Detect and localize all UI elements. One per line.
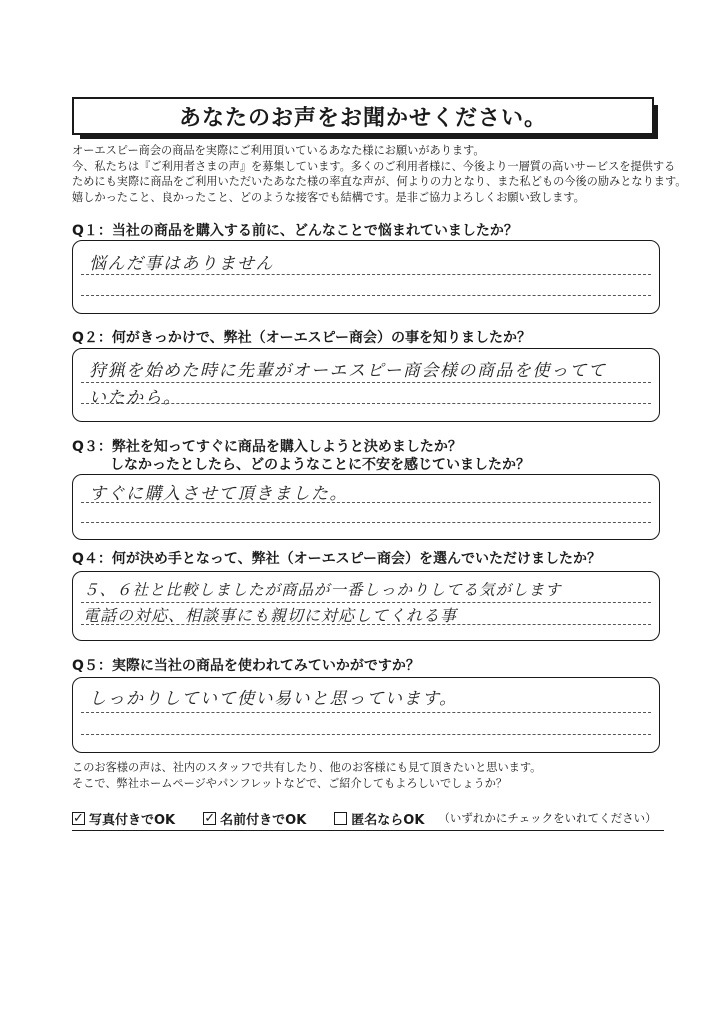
answer-rule	[81, 712, 651, 713]
answer-box-4[interactable]	[72, 571, 660, 641]
answer-box-1[interactable]	[72, 240, 660, 314]
checkbox-anonymous[interactable]	[334, 812, 347, 825]
consent-name[interactable]	[203, 809, 306, 828]
answer-2-line-2: いたから。	[89, 388, 182, 408]
intro-line: ためにも実際に商品をご利用いただいたあなた様の率直な声が、何よりの力となり、また私どもの今後の励みとなります。	[72, 175, 687, 189]
answer-box-3[interactable]	[72, 474, 660, 540]
check-mark-icon: ✓	[73, 810, 84, 826]
consent-underline	[72, 830, 664, 831]
question-2: Q２：何がきっかけで、弊社（オーエスピー商会）の事を知りましたか？	[72, 330, 532, 346]
intro-line: オーエスピー商会の商品を実際にご利用頂いているあなた様にお願いがあります。	[72, 144, 485, 157]
answer-box-2[interactable]	[72, 348, 660, 422]
answer-4-line-1: ５、６社と比較しましたが商品が一番しっかりしてる気がします	[83, 581, 562, 599]
page-title: あなたのお声をお聞かせください。	[178, 105, 547, 131]
question-5: Q５：実際に当社の商品を使われてみていかがですか？	[72, 658, 420, 674]
consent-photo[interactable]	[72, 809, 175, 828]
consent-checkboxes	[72, 806, 664, 830]
intro-line: 嬉しかったこと、良かったこと、どのような接客でも結構です。是非ご協力よろしくお願い致します。	[72, 190, 585, 204]
consent-photo-label: 写真付きでOK	[89, 812, 176, 828]
question-1: Q１：当社の商品を購入する前に、どんなことで悩まれていましたか？	[72, 223, 518, 239]
question-3-sub: しなかったとしたら、どのようなことに不安を感じていましたか？	[110, 457, 530, 473]
title-box	[72, 97, 654, 135]
answer-3-line-1: すぐに購入させて頂きました。	[89, 484, 348, 504]
answer-1-line-1: 悩んだ事はありません	[89, 254, 274, 274]
check-mark-icon: ✓	[204, 810, 216, 826]
answer-rule	[81, 295, 651, 296]
answer-rule	[81, 274, 651, 275]
footer-line: このお客様の声は、社内のスタッフで共有したり、他のお客様にも見て頂きたいと思います。	[72, 761, 542, 774]
answer-5-line-1: しっかりしていて使い易いと思っています。	[89, 689, 458, 709]
checkbox-photo[interactable]	[72, 812, 85, 825]
consent-anonymous[interactable]	[334, 809, 424, 828]
consent-name-label: 名前付きでOK	[220, 812, 307, 828]
footer-line: そこで、弊社ホームページやパンフレットなどで、ご紹介してもよろしいでしょうか？	[72, 777, 508, 790]
answer-rule	[81, 522, 651, 523]
answer-box-5[interactable]	[72, 677, 660, 753]
answer-rule	[81, 734, 651, 735]
question-4: Q４：何が決め手となって、弊社（オーエスピー商会）を選んでいただけましたか？	[72, 551, 602, 567]
question-3: Q３：弊社を知ってすぐに商品を購入しようと決めましたか？	[72, 439, 462, 455]
answer-2-line-1: 狩猟を始めた時に先輩がオーエスピー商会様の商品を使ってて	[89, 361, 607, 381]
checkbox-name[interactable]	[203, 812, 216, 825]
intro-line: 今、私たちは『ご利用者さまの声』を募集しています。多くのご利用者様に、今後より一層質の高いサービスを提供する	[72, 159, 676, 173]
consent-anonymous-label: 匿名ならOK	[351, 812, 425, 828]
answer-4-line-2: 電話の対応、相談事にも親切に対応してくれる事	[83, 606, 458, 625]
footer-text	[72, 760, 541, 792]
consent-note: （いずれかにチェックをいれてください）	[438, 811, 657, 825]
intro-text	[72, 143, 687, 205]
